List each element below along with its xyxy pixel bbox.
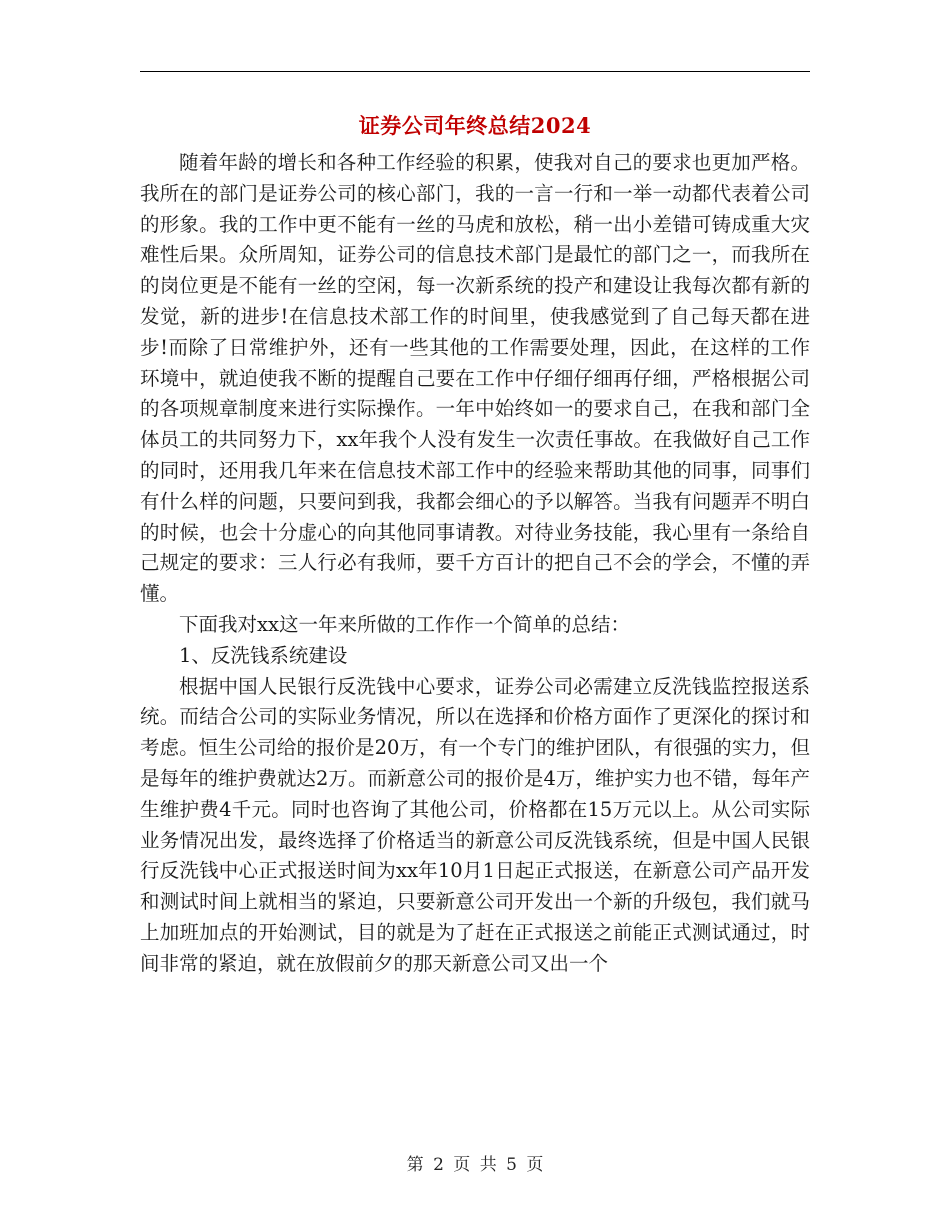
header-rule: [140, 71, 810, 72]
paragraph-intro: 随着年龄的增长和各种工作经验的积累，使我对自己的要求也更加严格。我所在的部门是证券公司的核心部门，我的一言一行和一举一动都代表着公司的形象。我的工作中更不能有一丝的马虎和放松，稍一出小差错可铸成重大灾难性后果。众所周知，证券公司的信息技术部门是最忙的部门之一，而我所在的岗位更是不能有一丝的空闲，每一次新系统的投产和建设让我每次都有新的发觉，新的进步!在信息技术部工作的时间里，使我感觉到了自己每天都在进步!而除了日常维护外，还有一些其他的工作需要处理，因此，在这样的工作环境中，就迫使我不断的提醒自己要在工作中仔细仔细再仔细，严格根据公司的各项规章制度来进行实际操作。一年中始终如一的要求自己，在我和部门全体员工的共同努力下，xx年我个人没有发生一次责任事故。在我做好自己工作的同时，还用我几年来在信息技术部工作中的经验来帮助其他的同事，同事们有什么样的问题，只要问到我，我都会细心的予以解答。当我有问题弄不明白的时候，也会十分虚心的向其他同事请教。对待业务技能，我心里有一条给自己规定的要求：三人行必有我师，要千方百计的把自己不会的学会，不懂的弄懂。: [140, 151, 810, 606]
paragraph-summary-lead: 下面我对xx这一年来所做的工作作一个简单的总结：: [179, 612, 630, 636]
document-title: 证券公司年终总结2024: [358, 113, 592, 138]
paragraph-anti-money-laundering: 根据中国人民银行反洗钱中心要求，证券公司必需建立反洗钱监控报送系统。而结合公司的实际业务情况，所以在选择和价格方面作了更深化的探讨和考虑。恒生公司给的报价是20万，有一个专门的维护团队，有很强的实力，但是每年的维护费就达2万。而新意公司的报价是4万，维护实力也不错，每年产生维护费4千元。同时也咨询了其他公司，价格都在15万元以上。从公司实际业务情况出发，最终选择了价格适当的新意公司反洗钱系统，但是中国人民银行反洗钱中心正式报送时间为xx年10月1日起正式报送，在新意公司产品开发和测试时间上就相当的紧迫，只要新意公司开发出一个新的升级包，我们就马上加班加点的开始测试，目的就是为了赶在正式报送之前能正式测试通过，时间非常的紧迫，就在放假前夕的那天新意公司又出一个: [140, 674, 810, 975]
document-body: [140, 148, 810, 980]
section-heading-anti-money-laundering: 1、反洗钱系统建设: [179, 643, 348, 667]
page-number: 第 2 页 共 5 页: [406, 1155, 544, 1175]
